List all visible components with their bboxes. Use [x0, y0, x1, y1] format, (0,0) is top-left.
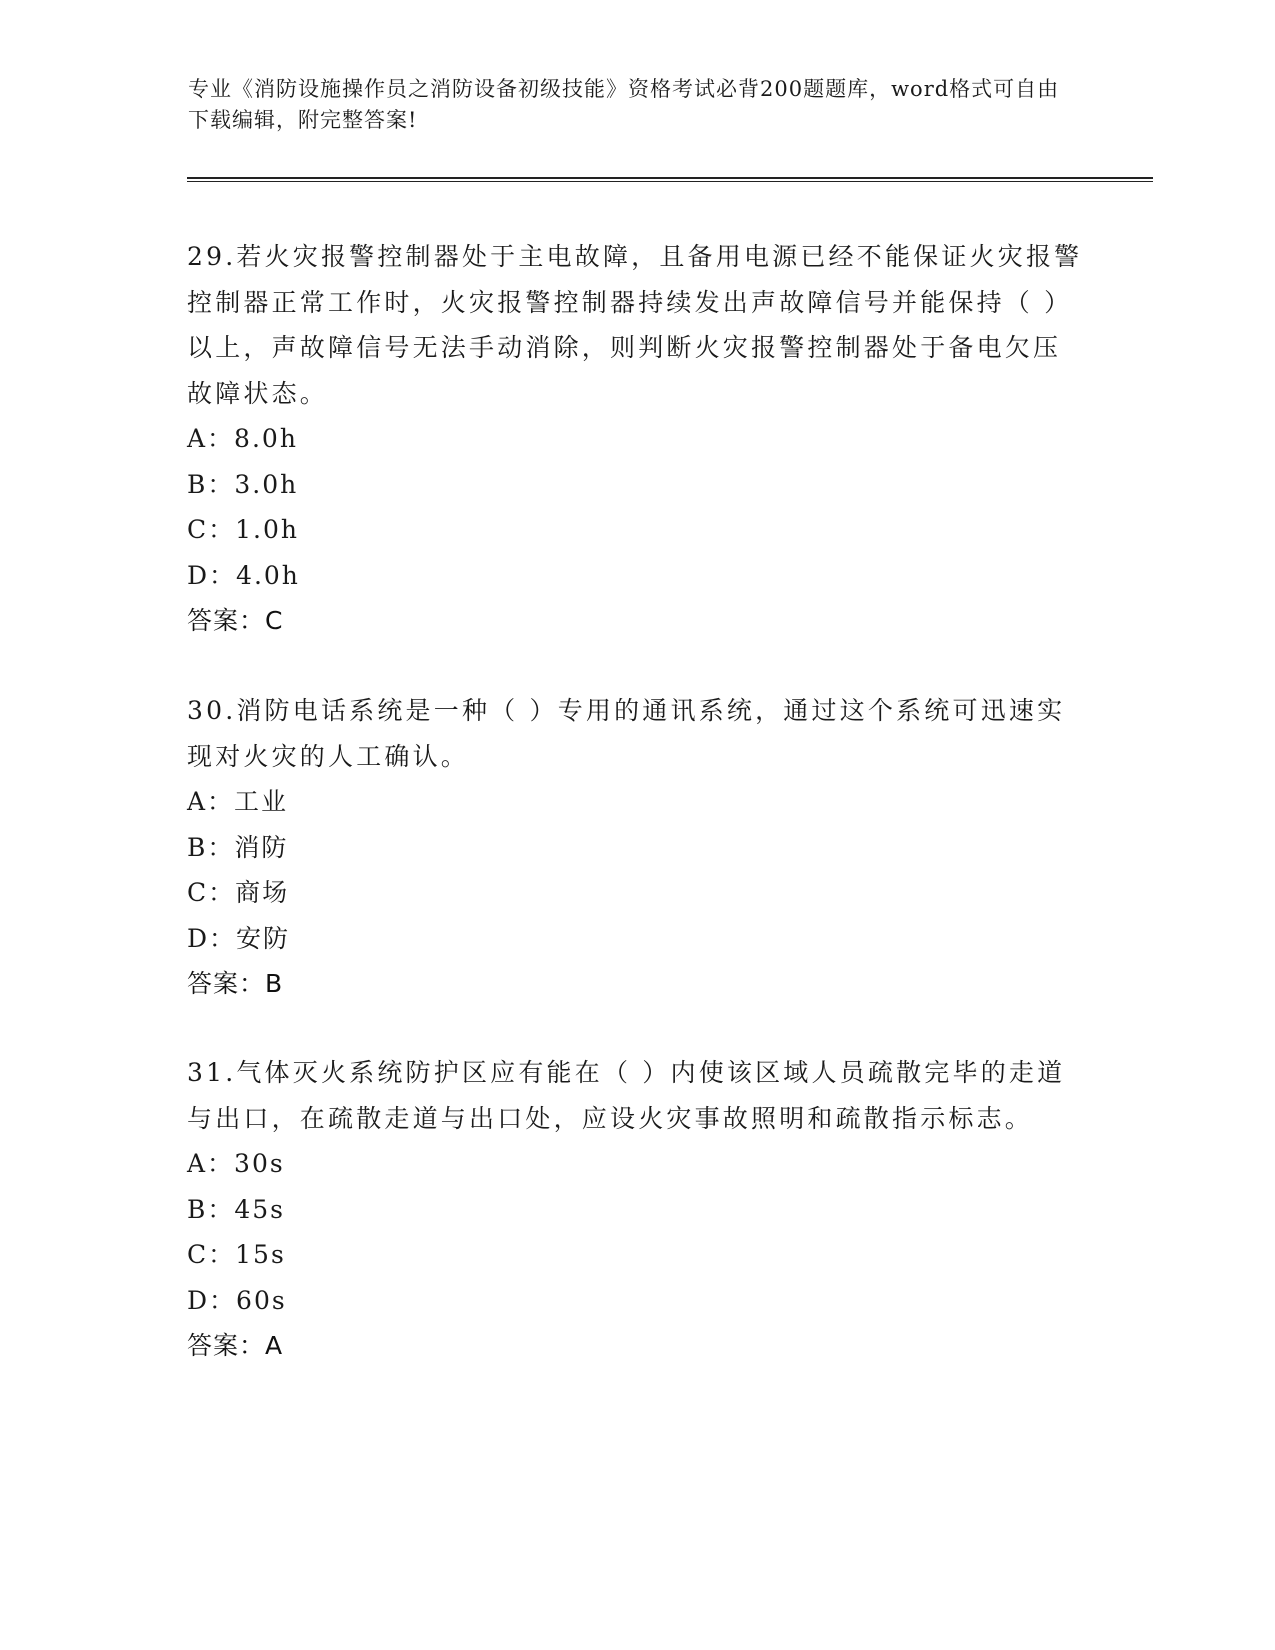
option-c: C：1.0h — [187, 515, 299, 544]
option-b: B：消防 — [187, 832, 289, 862]
option-b: B：3.0h — [187, 469, 299, 499]
question-30 — [187, 688, 1087, 1007]
option-b: B：45s — [187, 1194, 286, 1224]
option-a: A：8.0h — [187, 424, 298, 453]
question-29 — [187, 234, 1087, 644]
answer-line: 答案：C — [187, 606, 284, 635]
question-stem: 30.消防电话系统是一种（ ）专用的通讯系统，通过这个系统可迅速实现对火灾的人工确认。 — [187, 696, 1066, 771]
option-a: A：30s — [187, 1149, 285, 1178]
question-31 — [187, 1050, 1087, 1369]
option-d: D：60s — [187, 1285, 287, 1315]
option-c: C：15s — [187, 1240, 286, 1269]
answer-line: 答案：A — [187, 1331, 284, 1360]
option-c: C：商场 — [187, 878, 290, 907]
document-header: 专业《消防设施操作员之消防设备初级技能》资格考试必背200题题库，word格式可自由下载编辑，附完整答案! — [188, 77, 1060, 132]
header-divider — [187, 177, 1153, 182]
answer-line: 答案：B — [187, 969, 284, 998]
question-stem: 31.气体灭火系统防护区应有能在（ ）内使该区域人员疏散完毕的走道与出口，在疏散走道与出口处，应设火灾事故照明和疏散指示标志。 — [187, 1058, 1066, 1133]
option-a: A：工业 — [187, 787, 289, 816]
option-d: D：安防 — [187, 923, 291, 953]
question-stem: 29.若火灾报警控制器处于主电故障，且备用电源已经不能保证火灾报警控制器正常工作时，火灾报警控制器持续发出声故障信号并能保持（ ）以上，声故障信号无法手动消除，则判断火灾报警控制器处于备电欠压故障状态。 — [187, 242, 1083, 408]
option-d: D：4.0h — [187, 560, 300, 590]
